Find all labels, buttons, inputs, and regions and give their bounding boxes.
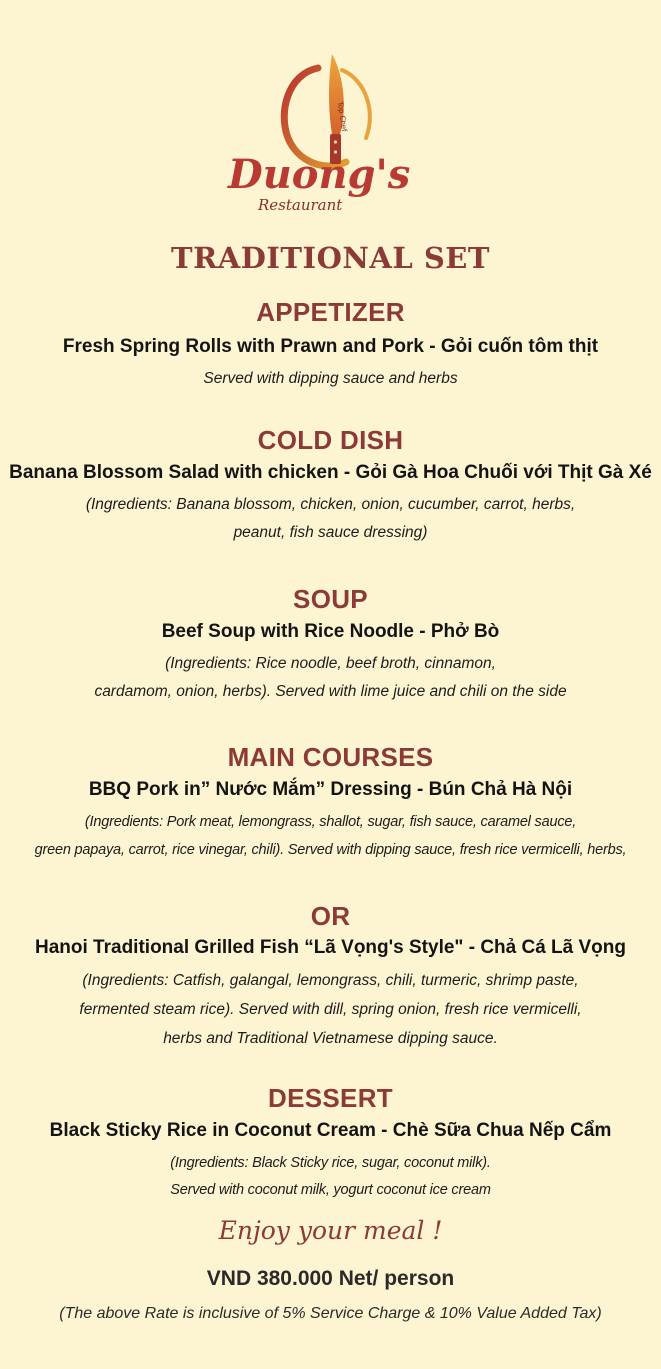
- set-price: VND 380.000 Net/ person: [206, 1267, 455, 1290]
- section-heading-main-courses: MAIN COURSES: [227, 742, 434, 772]
- chef-knife-logo-icon: [220, 50, 440, 220]
- dish-cold-dish: Banana Blossom Salad with chicken - Gỏi Gà Hoa Chuối với Thịt Gà Xé: [9, 462, 652, 483]
- dish-description-line: (Ingredients: Rice noodle, beef broth, cinnamon,: [165, 655, 496, 672]
- dish-description-line: cardamom, onion, herbs). Served with lime juice and chili on the side: [94, 683, 567, 700]
- price-note: (The above Rate is inclusive of 5% Service Charge & 10% Value Added Tax): [59, 1305, 602, 1322]
- section-heading-appetizer: APPETIZER: [256, 297, 405, 327]
- dish-main-course: BBQ Pork in” Nước Mắm” Dressing - Bún Chả Hà Nội: [88, 779, 573, 800]
- dish-main-course-alternative: Hanoi Traditional Grilled Fish “Lã Vọng's Style" - Chả Cá Lã Vọng: [35, 937, 626, 958]
- closing-greeting: Enjoy your meal !: [218, 1216, 443, 1245]
- section-heading-soup: SOUP: [293, 584, 368, 614]
- restaurant-logo: [0, 50, 661, 220]
- dish-description-line: (Ingredients: Catfish, galangal, lemongrass, chili, turmeric, shrimp paste,: [82, 972, 579, 989]
- dish-description-line: (Ingredients: Banana blossom, chicken, onion, cucumber, carrot, herbs,: [85, 496, 576, 513]
- dish-appetizer: Fresh Spring Rolls with Prawn and Pork - Gỏi cuốn tôm thịt: [62, 336, 599, 357]
- section-heading-cold-dish: COLD DISH: [257, 425, 404, 455]
- dish-description-line: (Ingredients: Pork meat, lemongrass, shallot, sugar, fish sauce, caramel sauce,: [84, 814, 577, 830]
- svg-text:Duong's: Duong's: [228, 151, 411, 198]
- dish-description-line: Served with dipping sauce and herbs: [203, 370, 458, 387]
- section-heading-dessert: DESSERT: [268, 1083, 393, 1113]
- dish-soup: Beef Soup with Rice Noodle - Phở Bò: [161, 621, 500, 642]
- svg-text:Restaurant: Restaurant: [258, 196, 343, 214]
- dish-description-line: green papaya, carrot, rice vinegar, chili). Served with dipping sauce, fresh rice vermicelli, herbs,: [34, 842, 627, 858]
- set-title: TRADITIONAL SET: [171, 241, 490, 275]
- svg-text:Top Chef: Top Chef: [336, 101, 349, 133]
- dish-description-line: Served with coconut milk, yogurt coconut ice cream: [170, 1182, 491, 1198]
- dish-dessert: Black Sticky Rice in Coconut Cream - Chè Sữa Chua Nếp Cẩm: [49, 1120, 612, 1141]
- dish-description-line: peanut, fish sauce dressing): [233, 524, 428, 541]
- section-heading-or: OR: [310, 901, 351, 931]
- dish-description-line: (Ingredients: Black Sticky rice, sugar, coconut milk).: [170, 1155, 491, 1171]
- dish-description-line: fermented steam rice). Served with dill, spring onion, fresh rice vermicelli,: [79, 1001, 582, 1018]
- dish-description-line: herbs and Traditional Vietnamese dipping sauce.: [163, 1030, 498, 1047]
